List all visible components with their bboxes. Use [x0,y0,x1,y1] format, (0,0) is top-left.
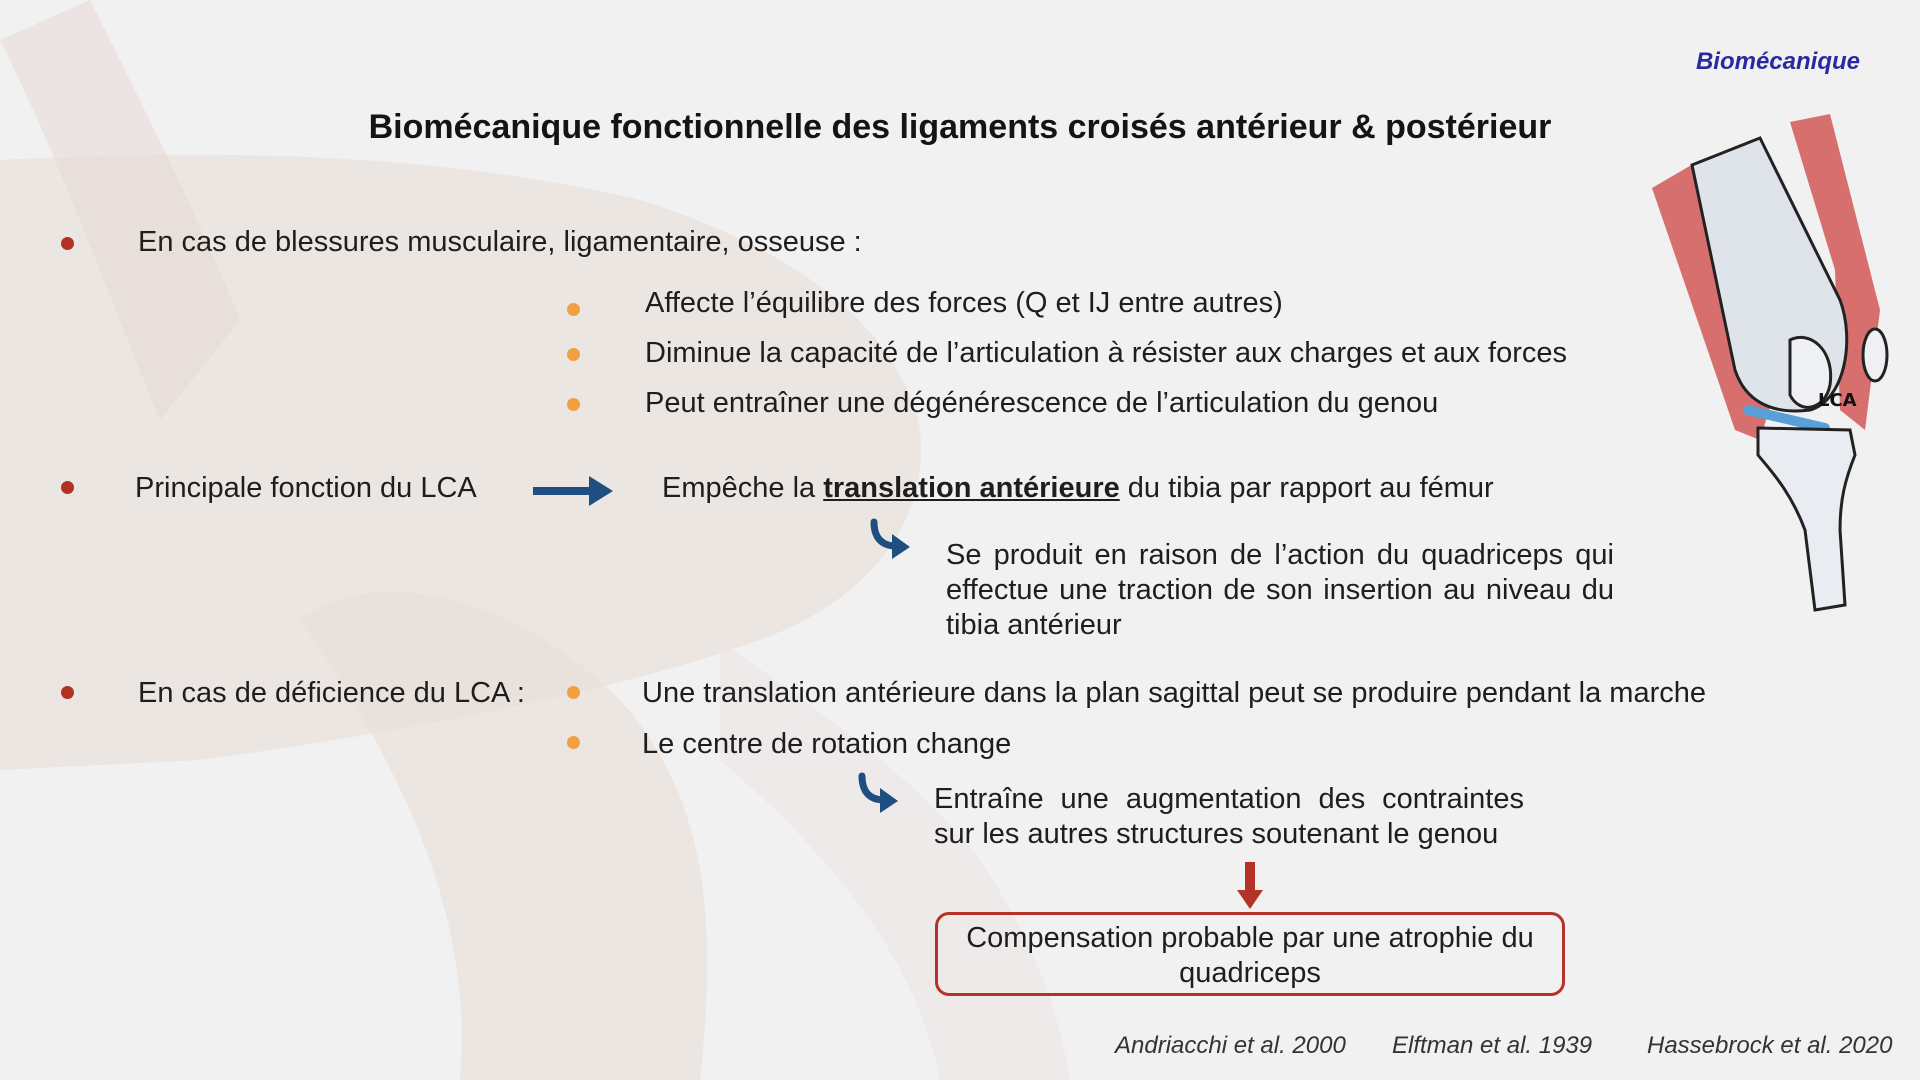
down-arrow-icon [1236,862,1264,910]
reference-2: Elftman et al. 1939 [1392,1032,1593,1059]
block3-item-1: Une translation antérieure dans la plan sagittal peut se produire pendant la marche [642,677,1707,709]
bullet-3-2 [567,736,580,749]
block3-label: En cas de déficience du LCA : [138,677,525,709]
block2-statement: Empêche la translation antérieure du tibia par rapport au fémur [662,472,1494,504]
block3-item-2: Le centre de rotation change [642,728,1012,760]
curved-arrow-icon [856,772,904,816]
bullet-1-1 [567,303,580,316]
page-title: Biomécanique fonctionnelle des ligaments croisés antérieur & postérieur [368,108,1552,146]
bullet-1-2 [567,348,580,361]
emphasis-translation: translation antérieure [823,472,1120,504]
block1-label: En cas de blessures musculaire, ligamentaire, osseuse : [138,226,862,258]
reference-3: Hassebrock et al. 2020 [1647,1032,1893,1059]
bullet-2 [61,481,74,494]
block1-item-3: Peut entraîner une dégénérescence de l’articulation du genou [645,387,1439,419]
block2-consequence: Se produit en raison de l’action du quadriceps qui effectue une traction de son insertion au niveau du tibia antérieur [946,539,1614,641]
bullet-1-3 [567,398,580,411]
curved-arrow-icon [868,518,916,562]
reference-1: Andriacchi et al. 2000 [1115,1032,1346,1059]
block2-label: Principale fonction du LCA [135,472,477,504]
bullet-3-1 [567,686,580,699]
bullet-3 [61,686,74,699]
block1-item-2: Diminue la capacité de l’articulation à résister aux charges et aux forces [645,337,1568,369]
section-tag: Biomécanique [1695,48,1860,75]
knee-anatomy-illustration [1640,110,1900,620]
lca-label: LCA [1818,390,1857,411]
block1-item-1: Affecte l’équilibre des forces (Q et IJ entre autres) [645,287,1283,319]
conclusion-box: Compensation probable par une atrophie du quadriceps [935,912,1565,996]
right-arrow-icon [533,472,615,510]
block3-consequence: Entraîne une augmentation des contraintes sur les autres structures soutenant le genou [934,783,1524,850]
bullet-1 [61,237,74,250]
